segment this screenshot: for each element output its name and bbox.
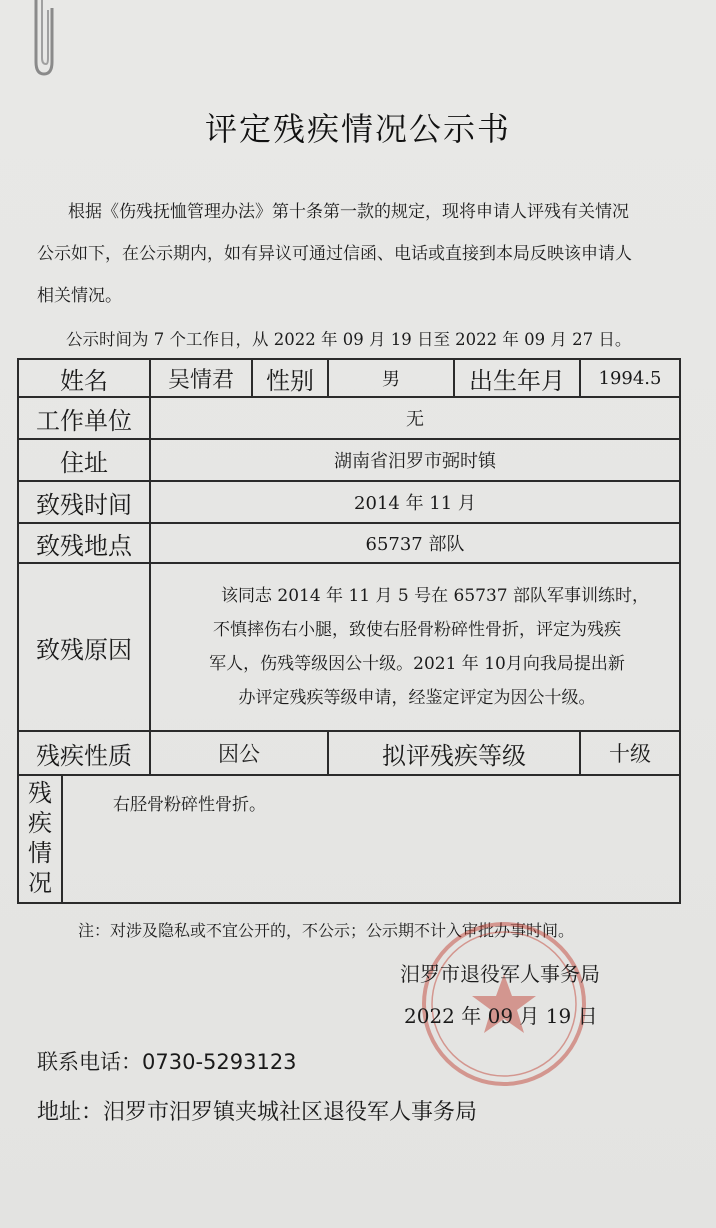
condition-label-char-3: 情 — [28, 839, 52, 867]
contact-phone: 联系电话：0730-5293123 — [37, 1050, 297, 1074]
nature-value: 因公 — [150, 731, 328, 775]
gender-label: 性别 — [252, 359, 328, 397]
reason-text — [150, 563, 680, 731]
name-value: 吴情君 — [150, 359, 252, 397]
work-value: 无 — [150, 397, 680, 439]
office-address: 地址：汨罗市汨罗镇夹城社区退役军人事务局 — [37, 1100, 478, 1125]
info-table — [17, 358, 681, 904]
reason-line-1: 该同志 2014 年 11 月 5 号在 65737 部队军事训练时， — [220, 586, 650, 606]
intro-line-2: 公示如下，在公示期内，如有异议可通过信函、电话或直接到本局反映该申请人 — [37, 244, 632, 264]
work-label: 工作单位 — [18, 397, 150, 439]
condition-row — [18, 775, 680, 903]
footnote: 注：对涉及隐私或不宜公开的，不公示；公示期不计入审批办事时间。 — [78, 921, 575, 940]
condition-label-char-4: 况 — [28, 869, 52, 897]
grade-value: 十级 — [580, 731, 680, 775]
issuing-office: 汨罗市退役军人事务局 — [400, 962, 600, 986]
issue-date: 2022 年 09 月 19 日 — [404, 1004, 598, 1028]
reason-line-3: 军人，伤残等级因公十级。2021 年 10月向我局提出新 — [209, 654, 625, 674]
period-line: 公示时间为 7 个工作日，从 2022 年 09 月 19 日至 2022 年 09 月 27 日。 — [66, 330, 632, 349]
gender-value: 男 — [328, 359, 454, 397]
condition-value: 右胫骨粉碎性骨折。 — [113, 795, 266, 815]
reason-label: 致残原因 — [18, 563, 150, 731]
reason-line-2: 不慎摔伤右小腿，致使右胫骨粉碎性骨折，评定为残疾 — [213, 620, 621, 640]
document-title: 评定残疾情况公示书 — [204, 110, 511, 148]
condition-label — [19, 776, 63, 902]
condition-label-char-2: 疾 — [28, 809, 52, 837]
intro-line-3: 相关情况。 — [37, 286, 122, 306]
intro-line-1: 根据《伤残抚恤管理办法》第十条第一款的规定，现将申请人评残有关情况 — [68, 202, 629, 222]
condition-label-char-1: 残 — [28, 779, 52, 807]
nature-label: 残疾性质 — [18, 731, 150, 775]
reason-line-4: 办评定残疾等级申请，经鉴定评定为因公十级。 — [238, 688, 596, 708]
birth-label: 出生年月 — [454, 359, 580, 397]
paper-clip-icon — [28, 0, 56, 80]
place-value: 65737 部队 — [150, 523, 680, 563]
address-value: 湖南省汨罗市弼时镇 — [150, 439, 680, 481]
address-label: 住址 — [18, 439, 150, 481]
name-label: 姓名 — [18, 359, 150, 397]
grade-label: 拟评残疾等级 — [328, 731, 580, 775]
birth-value: 1994.5 — [580, 359, 680, 397]
place-label: 致残地点 — [18, 523, 150, 563]
time-value: 2014 年 11 月 — [150, 481, 680, 523]
time-label: 致残时间 — [18, 481, 150, 523]
